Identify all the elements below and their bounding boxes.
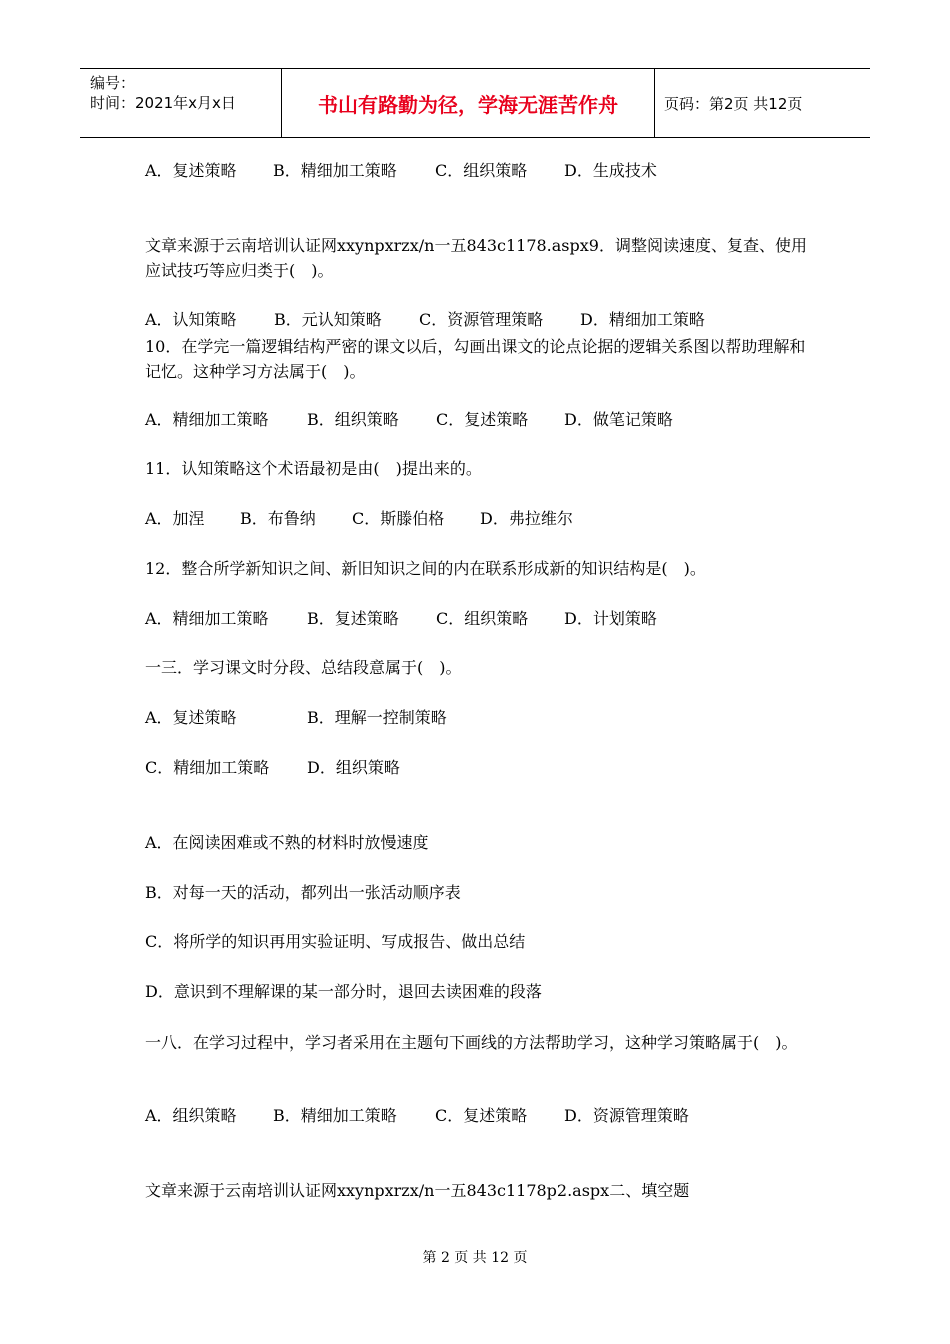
option: D．组织策略 xyxy=(307,758,400,777)
option: A．精细加工策略 xyxy=(145,609,269,628)
q12-options xyxy=(145,608,657,630)
q14-option-d: D．意识到不理解课的某一部分时，退回去读困难的段落 xyxy=(145,982,542,1001)
option: C．组织策略 xyxy=(436,609,529,628)
q18-text: 一八．在学习过程中，学习者采用在主题句下画线的方法帮助学习，这种学习策略属于( )。 xyxy=(145,1033,798,1052)
option: A．精细加工策略 xyxy=(145,410,269,429)
option: B．复述策略 xyxy=(307,609,399,628)
option: B．组织策略 xyxy=(307,410,399,429)
q11-options xyxy=(145,508,573,530)
option: D．精细加工策略 xyxy=(580,310,705,329)
option: D．计划策略 xyxy=(564,609,657,628)
time-label: 时间：2021年x月x日 xyxy=(90,94,236,112)
option: C．精细加工策略 xyxy=(145,758,270,777)
option: C．复述策略 xyxy=(435,1106,528,1125)
q14-option-a: A．在阅读困难或不熟的材料时放慢速度 xyxy=(145,833,429,852)
option: B．理解一控制策略 xyxy=(307,708,447,727)
page-header xyxy=(80,68,870,138)
option: B．精细加工策略 xyxy=(273,161,397,180)
q11-text: 11．认知策略这个术语最初是由( )提出来的。 xyxy=(145,459,482,478)
motto: 书山有路勤为径，学海无涯苦作舟 xyxy=(318,92,618,117)
option: A．加涅 xyxy=(145,509,205,528)
option: B．元认知策略 xyxy=(274,310,382,329)
number-label: 编号： xyxy=(90,74,136,92)
q9-options xyxy=(145,309,705,331)
option: D．资源管理策略 xyxy=(564,1106,689,1125)
q10-options xyxy=(145,409,673,431)
option: A．复述策略 xyxy=(145,708,237,727)
header-divider xyxy=(654,69,655,137)
q13-options-row2 xyxy=(145,757,400,779)
option: D．做笔记策略 xyxy=(564,410,673,429)
option: C．资源管理策略 xyxy=(419,310,544,329)
q14-option-c: C．将所学的知识再用实验证明、写成报告、做出总结 xyxy=(145,932,526,951)
q12-text: 12．整合所学新知识之间、新旧知识之间的内在联系形成新的知识结构是( )。 xyxy=(145,559,706,578)
q18-options xyxy=(145,1105,689,1127)
option: A．认知策略 xyxy=(145,310,237,329)
q8-options xyxy=(145,160,657,182)
option: A．复述策略 xyxy=(145,161,237,180)
option: B．精细加工策略 xyxy=(273,1106,397,1125)
option: B．布鲁纳 xyxy=(240,509,316,528)
option: C．组织策略 xyxy=(435,161,528,180)
q14-option-b: B．对每一天的活动，都列出一张活动顺序表 xyxy=(145,883,461,902)
option: A．组织策略 xyxy=(145,1106,237,1125)
option: D．弗拉维尔 xyxy=(480,509,573,528)
q10-text: 10．在学完一篇逻辑结构严密的课文以后，勾画出课文的论点论据的逻辑关系图以帮助理解和记忆。这种学习方法属于( )。 xyxy=(145,337,806,381)
q9-text: 文章来源于云南培训认证网xxynpxrzx/n一五843c1178.aspx9．调整阅读速度、复查、使用应试技巧等应归类于( )。 xyxy=(145,236,807,280)
page-footer: 第 2 页 共 12 页 xyxy=(422,1250,528,1266)
option: C．斯滕伯格 xyxy=(352,509,445,528)
option: D．生成技术 xyxy=(564,161,657,180)
q13-text: 一三．学习课文时分段、总结段意属于( )。 xyxy=(145,658,462,677)
option: C．复述策略 xyxy=(436,410,529,429)
q13-options-row1 xyxy=(145,707,447,729)
source-text: 文章来源于云南培训认证网xxynpxrzx/n一五843c1178p2.aspx二、填空题 xyxy=(145,1181,690,1200)
header-left xyxy=(90,73,236,113)
page-label: 页码：第2页 共12页 xyxy=(664,95,803,113)
